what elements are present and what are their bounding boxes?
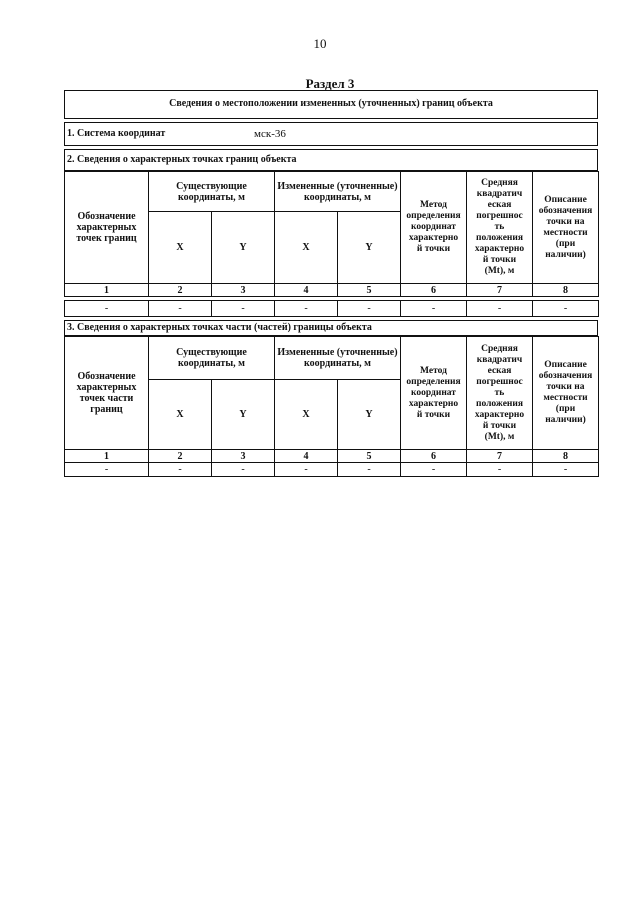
table1-col-designation: Обозначение характерных точек границ xyxy=(65,172,149,284)
table1-col-existing-x: X xyxy=(149,212,212,284)
table2-col-changed: Измененные (уточненные) координаты, м xyxy=(275,337,401,380)
table1-cell: - xyxy=(149,301,212,317)
table2-col-existing: Существующие координаты, м xyxy=(149,337,275,380)
table2-number-row xyxy=(65,450,599,463)
table2-num: 4 xyxy=(275,450,338,463)
table2-cell: - xyxy=(212,463,275,477)
table2-num: 6 xyxy=(401,450,467,463)
table1-num: 1 xyxy=(65,284,149,297)
table1-col-existing: Существующие координаты, м xyxy=(149,172,275,212)
table2-cell: - xyxy=(533,463,599,477)
table1-cell: - xyxy=(212,301,275,317)
table2-data-row xyxy=(65,463,599,477)
coord-system-label: 1. Система координат xyxy=(67,128,166,139)
section-title: Раздел 3 xyxy=(305,76,355,91)
table2-col-existing-x: X xyxy=(149,380,212,450)
page-number: 10 xyxy=(313,36,327,51)
table2-num: 5 xyxy=(338,450,401,463)
table2-col-description: Описание обозначения точки на местности (при наличии) xyxy=(533,337,599,450)
document-sheet xyxy=(64,90,598,477)
table1-num: 7 xyxy=(467,284,533,297)
table2-col-designation: Обозначение характерных точек части границ xyxy=(65,337,149,450)
table2-cell: - xyxy=(65,463,149,477)
table1-col-method: Метод определения координат характерно й точки xyxy=(401,172,467,284)
table1-num: 2 xyxy=(149,284,212,297)
table1-col-changed: Измененные (уточненные) координаты, м xyxy=(275,172,401,212)
table2-num: 8 xyxy=(533,450,599,463)
table1-cell: - xyxy=(275,301,338,317)
table1-cell: - xyxy=(338,301,401,317)
table1-cell: - xyxy=(401,301,467,317)
table1-cell: - xyxy=(65,301,149,317)
table1-col-existing-y: Y xyxy=(212,212,275,284)
table2-cell: - xyxy=(467,463,533,477)
table2-cell: - xyxy=(401,463,467,477)
table1-num: 6 xyxy=(401,284,467,297)
table2-col-error: Средняя квадратич еская погрешнос ть положения характерно й точки (Mt), м xyxy=(467,337,533,450)
table2-num: 7 xyxy=(467,450,533,463)
table2-cell: - xyxy=(275,463,338,477)
table1-num: 5 xyxy=(338,284,401,297)
table1-col-error: Средняя квадратич еская погрешнос ть положения характерно й точки (Mt), м xyxy=(467,172,533,284)
table1-col-description: Описание обозначения точки на местности (при наличии) xyxy=(533,172,599,284)
table2-col-changed-x: X xyxy=(275,380,338,450)
table2-part-points xyxy=(64,336,599,477)
table1-number-row xyxy=(65,284,599,297)
table1-boundary-points xyxy=(64,171,599,317)
coord-system-row xyxy=(64,122,598,146)
table2-col-existing-y: Y xyxy=(212,380,275,450)
table2-heading: 3. Сведения о характерных точках части (частей) границы объекта xyxy=(64,320,598,336)
table1-num: 3 xyxy=(212,284,275,297)
coord-system-value: мск-36 xyxy=(254,128,286,140)
table1-col-changed-y: Y xyxy=(338,212,401,284)
table2-col-method: Метод определения координат характерно й точки xyxy=(401,337,467,450)
table1-data-row xyxy=(65,301,599,317)
table2-num: 2 xyxy=(149,450,212,463)
block-title: Сведения о местоположении измененных (уточненных) границ объекта xyxy=(64,90,598,119)
table2-cell: - xyxy=(338,463,401,477)
table1-num: 4 xyxy=(275,284,338,297)
table2-num: 1 xyxy=(65,450,149,463)
table1-col-changed-x: X xyxy=(275,212,338,284)
table2-num: 3 xyxy=(212,450,275,463)
table2-cell: - xyxy=(149,463,212,477)
table1-num: 8 xyxy=(533,284,599,297)
table1-cell: - xyxy=(533,301,599,317)
table1-cell: - xyxy=(467,301,533,317)
table2-col-changed-y: Y xyxy=(338,380,401,450)
table1-heading: 2. Сведения о характерных точках границ объекта xyxy=(64,149,598,171)
